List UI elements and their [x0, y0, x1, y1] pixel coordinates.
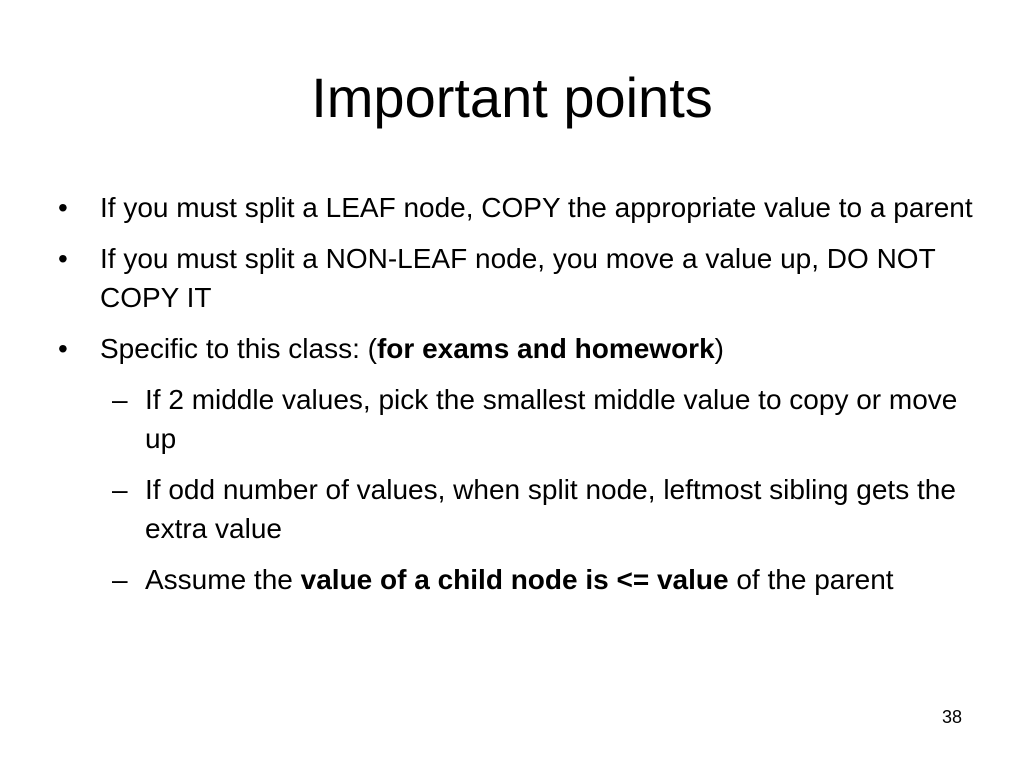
- dash-marker: –: [112, 384, 128, 415]
- sub-bullet-text-bold: value of a child node is <= value: [300, 564, 729, 595]
- bullet-text-prefix: Specific to this class: (: [100, 333, 377, 364]
- page-number: 38: [941, 707, 962, 727]
- bullet-item-split-leaf: [56, 188, 976, 227]
- sub-bullet-text-suffix: of the parent: [728, 564, 894, 595]
- bullet-text: If you must split a NON-LEAF node, you move a value up, DO NOT COPY IT: [100, 243, 936, 313]
- dash-marker: –: [112, 474, 128, 505]
- bullet-marker: •: [58, 333, 68, 364]
- sub-bullet-text: If 2 middle values, pick the smallest middle value to copy or move up: [145, 384, 958, 454]
- sub-bullet-text: If odd number of values, when split node, leftmost sibling gets the extra value: [145, 474, 956, 544]
- slide-content: [56, 188, 976, 611]
- sub-bullet-odd-values: [56, 470, 976, 548]
- dash-marker: –: [112, 564, 128, 595]
- bullet-text-bold: for exams and homework: [376, 333, 715, 364]
- bullet-item-split-non-leaf: [56, 239, 976, 317]
- bullet-text: If you must split a LEAF node, COPY the appropriate value to a parent: [100, 192, 973, 223]
- sub-bullet-text-prefix: Assume the: [145, 564, 301, 595]
- sub-bullet-child-value: [56, 560, 976, 599]
- bullet-marker: •: [58, 192, 68, 223]
- slide-title: Important points: [311, 66, 713, 129]
- sub-bullet-middle-values: [56, 380, 976, 458]
- bullet-item-class-specific: [56, 329, 976, 368]
- bullet-text-suffix: ): [714, 333, 724, 364]
- bullet-marker: •: [58, 243, 68, 274]
